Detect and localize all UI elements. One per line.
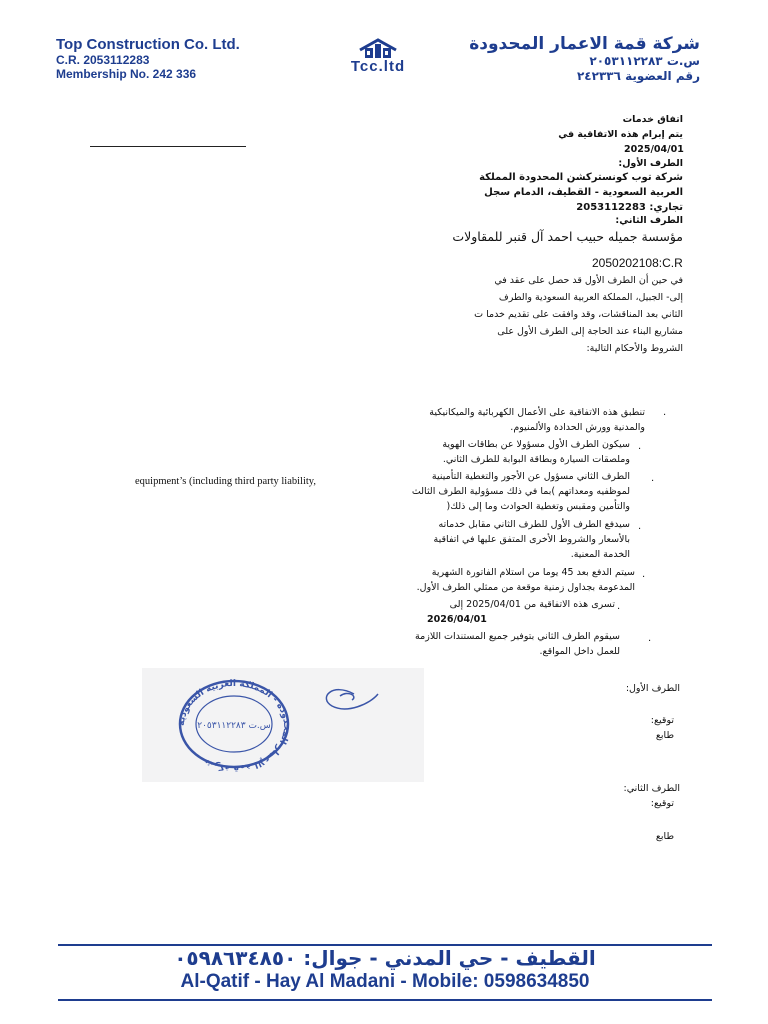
- term-line: سيدفع الطرف الأول للطرف الثاني مقابل خدماته: [438, 519, 630, 530]
- term-item: [395, 597, 615, 627]
- term-bullet: .: [617, 601, 621, 612]
- company-logo: [326, 38, 430, 78]
- company-name-english: Top Construction Co. Ltd.: [56, 36, 240, 53]
- term-item: [395, 629, 620, 659]
- term-item: [395, 469, 630, 514]
- footer-address-arabic: القطيف - حي المدني - جوال: ٠٥٩٨٦٣٤٨٥٠: [174, 946, 596, 970]
- party1-name-line: تجاري: 2053112283: [576, 202, 683, 213]
- term-item: [395, 437, 630, 467]
- term-bullet: .: [638, 441, 642, 452]
- term-line: الخدمة المعنية.: [570, 549, 630, 560]
- agreement-date: 2025/04/01: [624, 144, 684, 155]
- logo-text: Tcc.ltd: [350, 58, 406, 75]
- term-line: سيكون الطرف الأول مسؤولا عن بطاقات الهوية: [442, 439, 630, 450]
- doc-title: اتفاق خدمات: [622, 114, 683, 125]
- sig2-signature-label: توقيع:: [650, 798, 674, 809]
- party1-name-line: شركة توب كونستركشن المحدودة المملكة: [479, 172, 683, 183]
- doc-intro: يتم إبرام هذه الاتفاقية في: [558, 129, 683, 140]
- term-bullet: .: [651, 473, 655, 484]
- term-line: وملصقات السيارة وبطاقة البوابة للطرف الثاني.: [442, 454, 630, 465]
- term-bullet: .: [642, 569, 646, 580]
- logo-house-icon: [326, 38, 430, 60]
- term-line: تسرى هذه الاتفاقية من 2025/04/01 إلى: [449, 599, 615, 610]
- term-line: بالأسعار والشروط الأخرى المتفق عليها في اتفاقية: [433, 534, 630, 545]
- sig1-signature-label: توقيع:: [650, 715, 674, 726]
- party2-name: مؤسسة جميله حبيب احمد آل قنبر للمقاولات: [452, 229, 683, 244]
- equipment-note: equipment’s (including third party liability,: [135, 476, 316, 487]
- whereas-line: الثاني بعد المناقشات، وقد وافقت على تقديم خدما ت: [474, 309, 683, 320]
- term-line: لموظفيه ومعداتهم )بما في ذلك مسؤولية الطرف الثالث: [411, 486, 630, 497]
- footer-address-english: Al-Qatif - Hay Al Madani - Mobile: 0598634850: [180, 971, 590, 992]
- term-line: 2026/04/01: [427, 614, 487, 625]
- whereas-line: الشروط والأحكام التالية:: [586, 343, 683, 354]
- whereas-clause: [443, 272, 683, 357]
- footer-divider-bottom: [58, 999, 712, 1001]
- term-bullet: .: [648, 633, 652, 644]
- company-name-arabic: شركة قمة الاعمار المحدودة: [469, 34, 700, 54]
- whereas-line: في حين أن الطرف الأول قد حصل على عقد في: [494, 275, 683, 286]
- membership-number-arabic: رقم العضوية ٢٤٢٣٣٦: [576, 69, 700, 83]
- term-item: [395, 405, 645, 435]
- term-line: والمدنية وورش الحدادة والألمنيوم.: [510, 422, 645, 433]
- party2-label: الطرف الثاني:: [615, 215, 683, 226]
- party1-label: الطرف الأول:: [618, 158, 683, 169]
- commercial-registration-arabic: س.ت ٢٠٥٣١١٢٢٨٣: [589, 54, 700, 68]
- term-line: سيتم الدفع بعد 45 يوما من استلام الفاتورة الشهرية: [431, 567, 635, 578]
- term-line: تنطبق هذه الاتفاقية على الأعمال الكهربائية والميكانيكية: [429, 407, 645, 418]
- stamp-center-text: س.ت ٢٠٥٣١١٢٢٨٣: [197, 721, 271, 731]
- company-stamp-icon: [142, 668, 424, 782]
- blank-line: [90, 146, 246, 147]
- header-english-block: [56, 36, 240, 81]
- term-item: [395, 565, 635, 595]
- commercial-registration-english: C.R. 2053112283: [56, 53, 150, 67]
- term-item: [395, 517, 630, 562]
- sig2-stamp-label: طابع: [655, 831, 674, 842]
- whereas-line: إلى- الجبيل، المملكة العربية السعودية والطرف: [498, 292, 683, 303]
- signature-scribble: [326, 690, 378, 709]
- membership-number-english: Membership No. 242 336: [56, 67, 197, 81]
- sig1-party-label: الطرف الأول:: [625, 683, 680, 694]
- sig2-party-label: الطرف الثاني:: [623, 783, 680, 794]
- whereas-line: مشاريع البناء عند الحاجة إلى الطرف الأول على: [497, 326, 683, 337]
- stamp-ring-text: شركة قمة الإعمار المحدودة - المملكة العربية السعودية: [176, 678, 292, 774]
- term-bullet: .: [663, 407, 667, 418]
- term-line: الطرف الثاني مسؤول عن الأجور والتغطية التأمينية: [431, 471, 630, 482]
- stamp-signature-area: [142, 668, 424, 782]
- party1-name-line: العربية السعودية - القطيف، الدمام سجل: [484, 187, 683, 198]
- sig1-stamp-label: طابع: [655, 730, 674, 741]
- party2-cr: 2050202108:C.R: [592, 256, 683, 270]
- header-arabic-block: [469, 34, 700, 84]
- term-bullet: .: [638, 521, 642, 532]
- term-line: للعمل داخل المواقع.: [539, 646, 620, 657]
- party1-name: [383, 170, 683, 215]
- term-line: المدعومة بجداول زمنية موقعة من ممثلي الطرف الأول.: [416, 582, 635, 593]
- term-line: سيقوم الطرف الثاني بتوفير جميع المستندات اللازمة: [415, 631, 620, 642]
- term-line: والتأمين ومقبس وتغطية الحوادث وما إلى ذلك(: [446, 501, 630, 512]
